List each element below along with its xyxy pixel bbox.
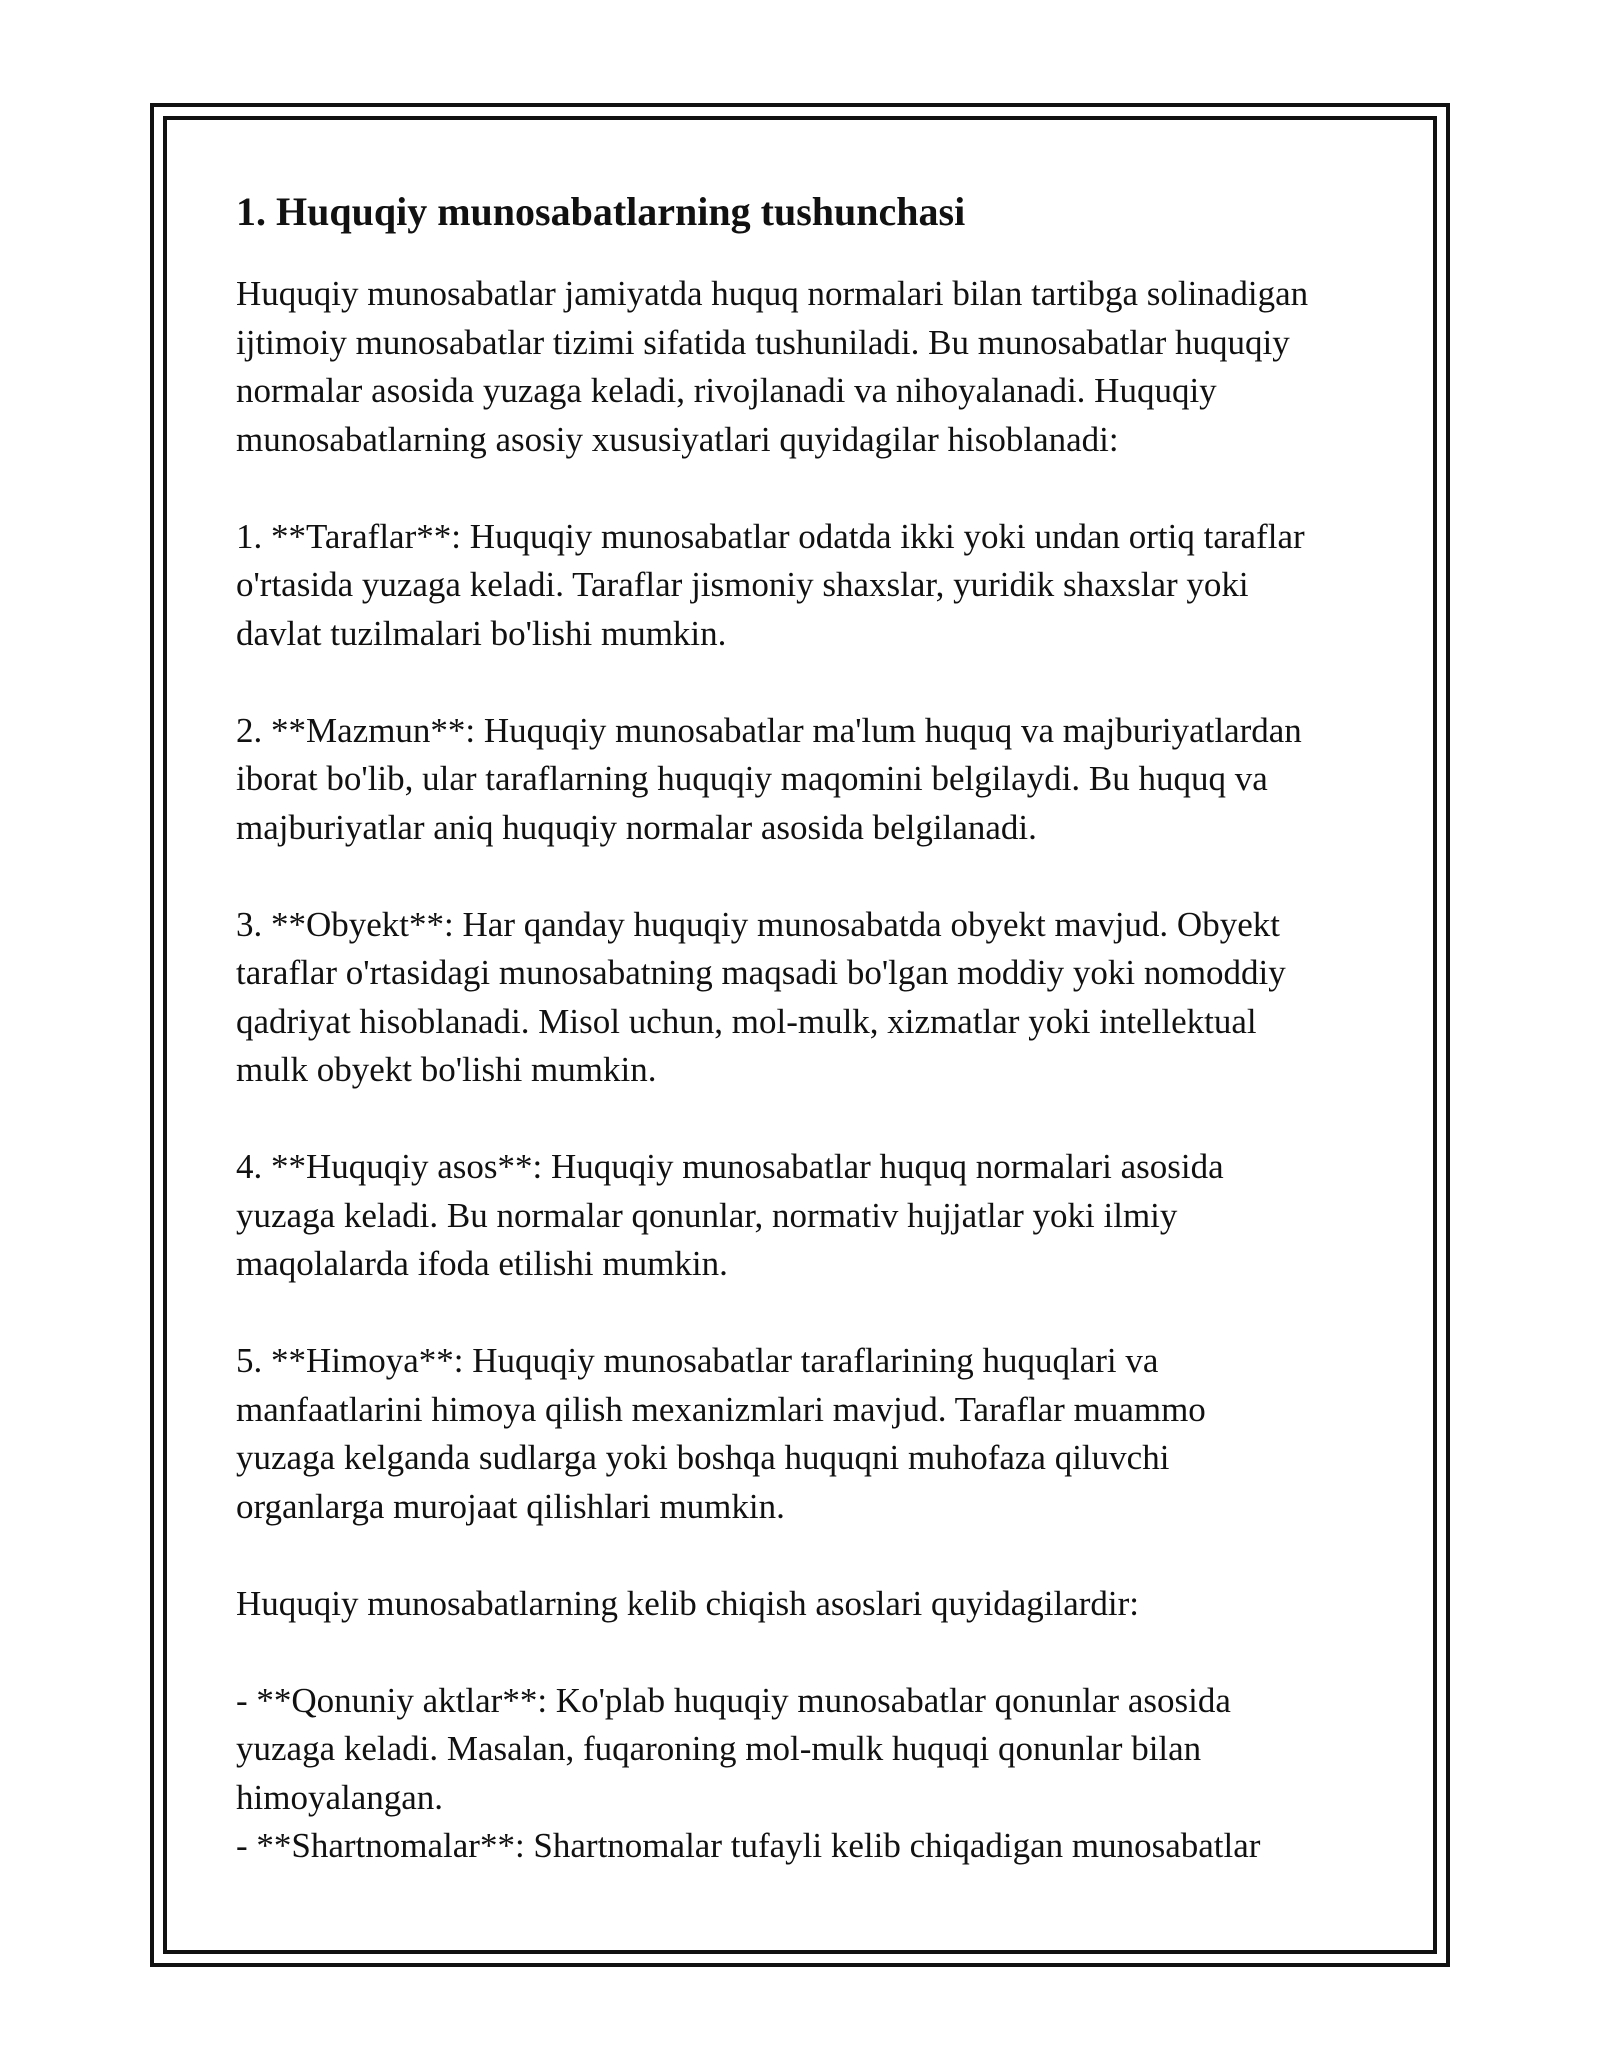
paragraph-gap [236, 658, 1386, 707]
list-item-huquqiy-asos: 4. **Huquqiy asos**: Huquqiy munosabatlar huquq normalari asosida yuzaga keladi. Bu normalar qonunlar, normativ hujjatlar yoki ilmiy maqolalarda ifoda etilishi mumkin. [236, 1147, 1224, 1283]
document-body [236, 188, 1386, 1871]
list-item-taraflar: 1. **Taraflar**: Huquqiy munosabatlar odatda ikki yoki undan ortiq taraflar o'rtasida yuzaga keladi. Taraflar jismoniy shaxslar, yuridik shaxslar yoki davlat tuzilmalari bo'lishi mumkin. [236, 516, 1305, 653]
paragraph-gap [236, 852, 1386, 901]
basis-intro-paragraph: Huquqiy munosabatlarning kelib chiqish asoslari quyidagilardir: [236, 1583, 1140, 1623]
intro-paragraph: Huquqiy munosabatlar jamiyatda huquq normalari bilan tartibga solinadigan ijtimoiy munosabatlar tizimi sifatida tushuniladi. Bu munosabatlar huquqiy normalar asosida yuzaga keladi, rivojlanadi va nihoyalanadi. Huquqiy munosabatlarning asosiy xususiyatlari quyidagilar hisoblanadi: [236, 274, 1309, 459]
list-item-obyekt: 3. **Obyekt**: Har qanday huquqiy munosabatda obyekt mavjud. Obyekt taraflar o'rtasidagi munosabatning maqsadi bo'lgan moddiy yoki nomoddiy qadriyat hisoblanadi. Misol uchun, mol-mulk, xizmatlar yoki intellektual mulk obyekt bo'lishi mumkin. [236, 904, 1286, 1089]
basis-item-shartnomalar: - **Shartnomalar**: Shartnomalar tufayli kelib chiqadigan munosabatlar [236, 1826, 1261, 1865]
basis-item-qonuniy-aktlar: - **Qonuniy aktlar**: Ko'plab huquqiy munosabatlar qonunlar asosida yuzaga keladi. Masalan, fuqaroning mol-mulk huquqi qonunlar bilan himoyalangan. [236, 1680, 1231, 1817]
list-item-himoya: 5. **Himoya**: Huquqiy munosabatlar taraflarining huquqlari va manfaatlarini himoya qilish mexanizmlari mavjud. Taraflar muammo yuzaga kelganda sudlarga yoki boshqa huquqni muhofaza qiluvchi organlarga murojaat qilishlari mumkin. [236, 1341, 1206, 1526]
paragraph-gap [236, 1289, 1386, 1338]
paragraph-gap [236, 1095, 1386, 1144]
list-item-mazmun: 2. **Mazmun**: Huquqiy munosabatlar ma'lum huquq va majburiyatlardan iborat bo'lib, ular taraflarning huquqiy maqomini belgilaydi. Bu huquq va majburiyatlar aniq huquqiy normalar asosida belgilanadi. [236, 710, 1302, 847]
section-heading: 1. Huquqiy munosabatlarning tushunchasi [236, 189, 966, 234]
paragraph-gap [236, 1531, 1386, 1580]
paragraph-gap [236, 464, 1386, 513]
paragraph-gap [236, 1628, 1386, 1677]
